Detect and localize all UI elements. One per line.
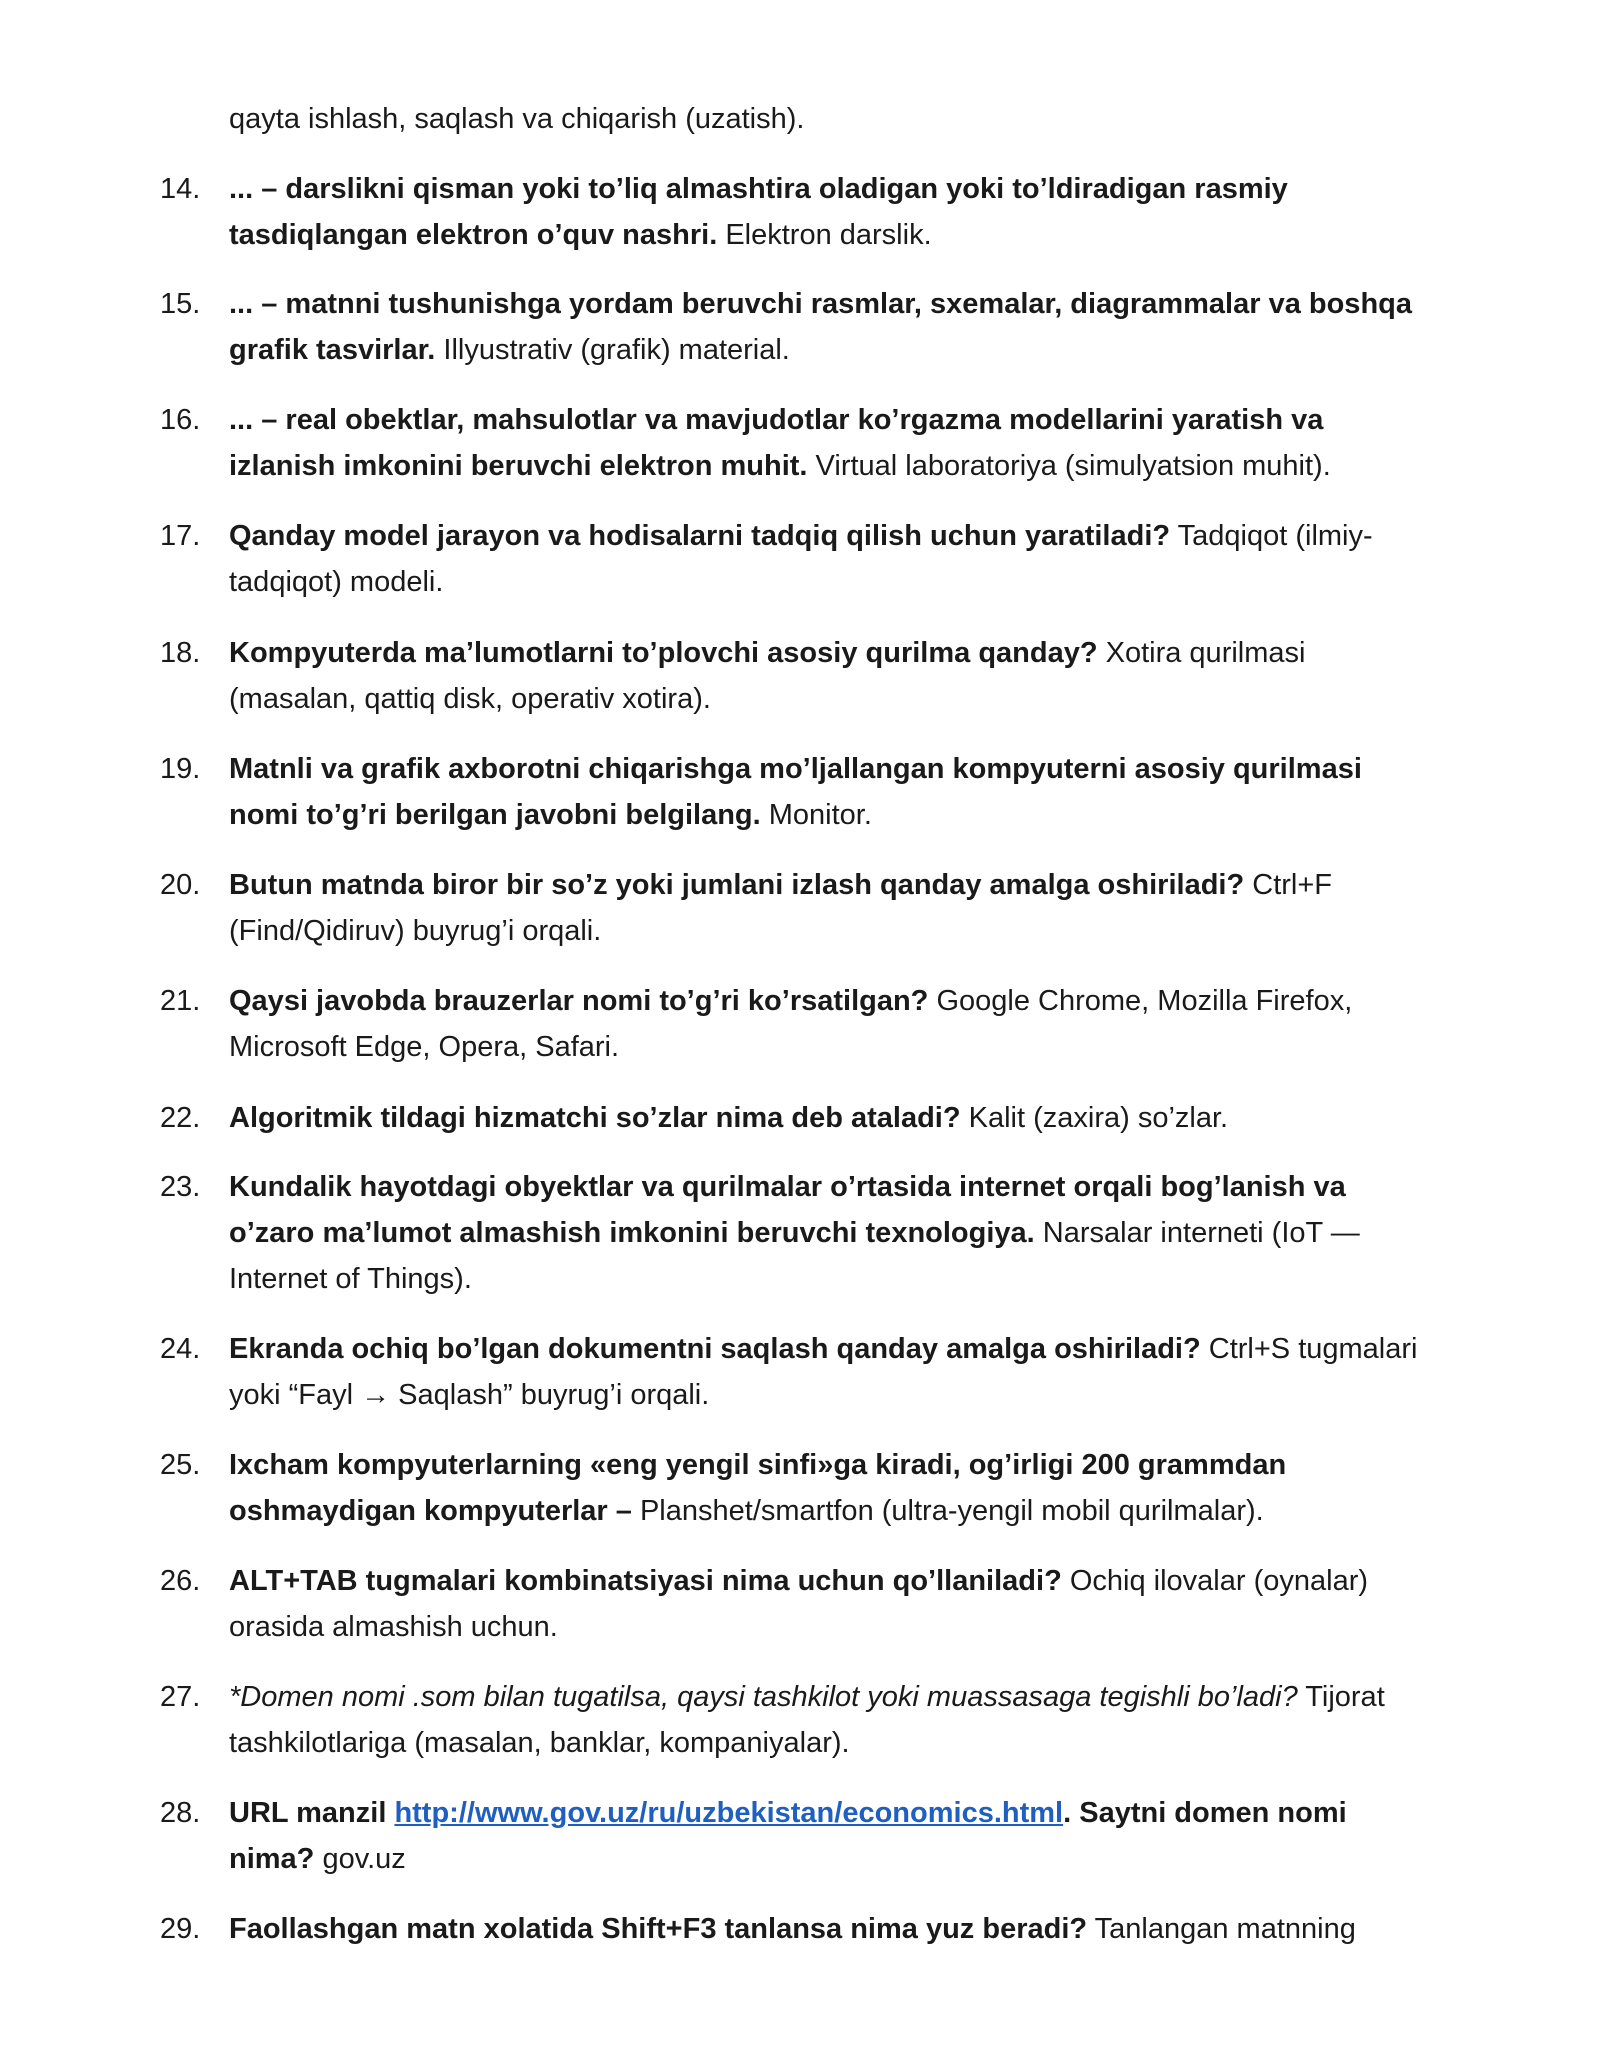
answer-text: Virtual laboratoriya (simulyatsion muhit). — [807, 450, 1331, 482]
list-item-21 — [160, 978, 1420, 1070]
list-item-17 — [160, 513, 1420, 605]
answer-text: Monitor. — [760, 799, 872, 831]
list-item-25 — [160, 1442, 1420, 1534]
list-item-27 — [160, 1674, 1420, 1766]
item-number: 21. — [160, 985, 201, 1017]
url-link[interactable]: http://www.gov.uz/ru/uzbekistan/economics.html — [394, 1797, 1064, 1829]
item-number: 22. — [160, 1102, 201, 1134]
item-number: 19. — [160, 753, 201, 785]
question-text-continued: . Saytni domen nomi nima? — [229, 1797, 1347, 1875]
question-text: Kompyuterda ma’lumotlarni to’plovchi asosiy qurilma qanday? — [229, 637, 1098, 669]
question-text: ... – darslikni qisman yoki to’liq almashtira oladigan yoki to’ldiradigan rasmiy tasdiqlangan elektron o’quv nashri. — [229, 173, 1288, 251]
question-text: Faollashgan matn xolatida Shift+F3 tanlansa nima yuz beradi? — [229, 1913, 1088, 1945]
answer-text: Xotira qurilmasi (masalan, qattiq disk, operativ xotira). — [229, 637, 1306, 715]
item-number: 29. — [160, 1913, 201, 1945]
item-number: 24. — [160, 1333, 201, 1365]
question-text: Algoritmik tildagi hizmatchi so’zlar nima deb ataladi? — [229, 1102, 961, 1134]
list-item-29 — [160, 1906, 1420, 1952]
list-item-20 — [160, 862, 1420, 954]
question-text: ... – real obektlar, mahsulotlar va mavjudotlar ko’rgazma modellarini yaratish va izlanish imkonini beruvchi elektron muhit. — [229, 404, 1324, 482]
question-text: Qanday model jarayon va hodisalarni tadqiq qilish uchun yaratiladi? — [229, 520, 1171, 552]
question-text: Butun matnda biror bir so’z yoki jumlani izlash qanday amalga oshiriladi? — [229, 869, 1245, 901]
question-text: Kundalik hayotdagi obyektlar va qurilmalar o’rtasida internet orqali bog’lanish va o’zaro ma’lumot almashish imkonini beruvchi texnologiya. — [229, 1171, 1346, 1249]
question-text: Ixcham kompyuterlarning «eng yengil sinfi»ga kiradi, og’irligi 200 grammdan oshmaydigan kompyuterlar – — [229, 1449, 1287, 1527]
answer-text: Illyustrativ (grafik) material. — [435, 334, 790, 366]
answer-text: Narsalar interneti (IoT — Internet of Things). — [229, 1217, 1360, 1295]
list-item-23 — [160, 1164, 1420, 1302]
question-text: ALT+TAB tugmalari kombinatsiyasi nima uchun qo’llaniladi? — [229, 1565, 1062, 1597]
list-item-15 — [160, 281, 1420, 373]
question-text: Ekranda ochiq bo’lgan dokumentni saqlash qanday amalga oshiriladi? — [229, 1333, 1201, 1365]
answer-text: Kalit (zaxira) so’zlar. — [960, 1102, 1229, 1134]
answer-text: Ctrl+S tugmalari yoki “Fayl → Saqlash” buyrug’i orqali. — [229, 1333, 1418, 1411]
item-number: 27. — [160, 1681, 201, 1713]
item-number: 25. — [160, 1449, 201, 1481]
list-item-24 — [160, 1326, 1420, 1418]
item-number: 14. — [160, 173, 201, 205]
answer-text: Ctrl+F (Find/Qidiruv) buyrug’i orqali. — [229, 869, 1332, 947]
question-text: Matnli va grafik axborotni chiqarishga mo’ljallangan kompyuterni asosiy qurilmasi nomi to’g’ri berilgan javobni belgilang. — [229, 753, 1362, 831]
answer-text: gov.uz — [314, 1843, 406, 1875]
item-number: 23. — [160, 1171, 201, 1203]
answer-text: Tanlangan matnning — [1087, 1913, 1356, 1945]
answer-text: Google Chrome, Mozilla Firefox, Microsoft Edge, Opera, Safari. — [229, 985, 1353, 1063]
answer-text: Ochiq ilovalar (oynalar) orasida almashish uchun. — [229, 1565, 1369, 1643]
answer-text: Tadqiqot (ilmiy-tadqiqot) modeli. — [229, 520, 1373, 598]
question-text: Qaysi javobda brauzerlar nomi to’g’ri ko’rsatilgan? — [229, 985, 929, 1017]
item-number: 15. — [160, 288, 201, 320]
item-number: 17. — [160, 520, 201, 552]
list-item-14 — [160, 166, 1420, 258]
item-number: 18. — [160, 637, 201, 669]
list-item-16 — [160, 397, 1420, 489]
item-number: 20. — [160, 869, 201, 901]
list-item-28 — [160, 1790, 1420, 1882]
item-number: 26. — [160, 1565, 201, 1597]
item-number: 16. — [160, 404, 201, 436]
question-text: ... – matnni tushunishga yordam beruvchi rasmlar, sxemalar, diagrammalar va boshqa grafik tasvirlar. — [229, 288, 1412, 366]
answer-text: Elektron darslik. — [717, 219, 932, 251]
answer-text: Planshet/smartfon (ultra-yengil mobil qurilmalar). — [631, 1495, 1264, 1527]
previous-answer-continuation: qayta ishlash, saqlash va chiqarish (uzatish). — [229, 103, 805, 135]
question-text: *Domen nomi .som bilan tugatilsa, qaysi tashkilot yoki muassasaga tegishli bo’ladi? — [229, 1681, 1298, 1713]
list-item-18 — [160, 630, 1420, 722]
answer-text: Tijorat tashkilotlariga (masalan, banklar, kompaniyalar). — [229, 1681, 1385, 1759]
list-item-19 — [160, 746, 1420, 838]
list-item-26 — [160, 1558, 1420, 1650]
question-text: URL manzil — [229, 1797, 395, 1829]
list-item-22 — [160, 1095, 1420, 1141]
item-number: 28. — [160, 1797, 201, 1829]
